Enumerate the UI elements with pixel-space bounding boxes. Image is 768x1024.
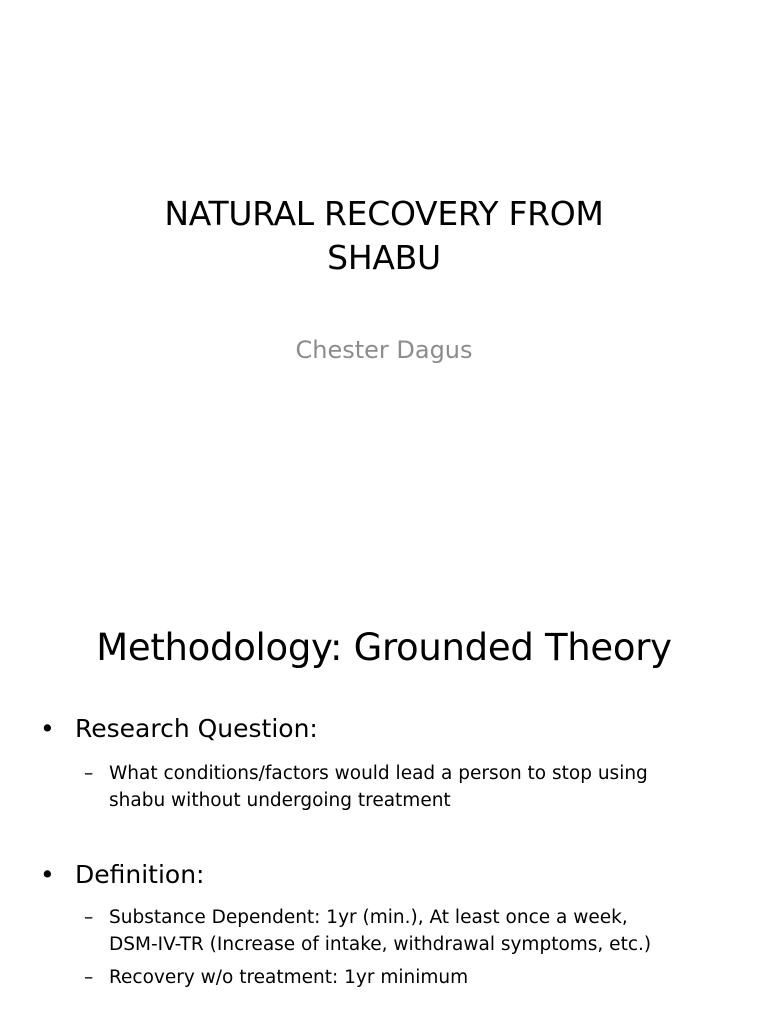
dash-marker: – bbox=[84, 763, 94, 784]
sub-bullet-item bbox=[84, 760, 744, 814]
sub-bullet-item bbox=[84, 904, 744, 958]
slide-title: Methodology: Grounded Theory bbox=[96, 626, 672, 669]
dash-marker: – bbox=[84, 967, 94, 988]
slide-title: NATURAL RECOVERY FROM SHABU bbox=[164, 194, 604, 277]
dash-marker: – bbox=[84, 907, 94, 928]
sub-bullet-text: Recovery w/o treatment: 1yr minimum bbox=[109, 967, 469, 988]
methodology-slide bbox=[0, 576, 768, 1024]
sub-bullet-text: Substance Dependent: 1yr (min.), At least once a week, DSM-IV-TR (Increase of intake, withdrawal symptoms, etc.) bbox=[109, 907, 652, 955]
bullet-item bbox=[40, 858, 204, 892]
sub-bullet-item bbox=[84, 964, 744, 991]
bullet-label: Definition: bbox=[75, 860, 205, 889]
bullet-label: Research Question: bbox=[75, 714, 318, 743]
bullet-marker: • bbox=[40, 860, 55, 889]
bullet-item bbox=[40, 712, 318, 746]
sub-bullet-text: What conditions/factors would lead a person to stop using shabu without undergoing treatment bbox=[109, 763, 648, 811]
bullet-marker: • bbox=[40, 714, 55, 743]
slide-subtitle: Chester Dagus bbox=[295, 336, 473, 364]
